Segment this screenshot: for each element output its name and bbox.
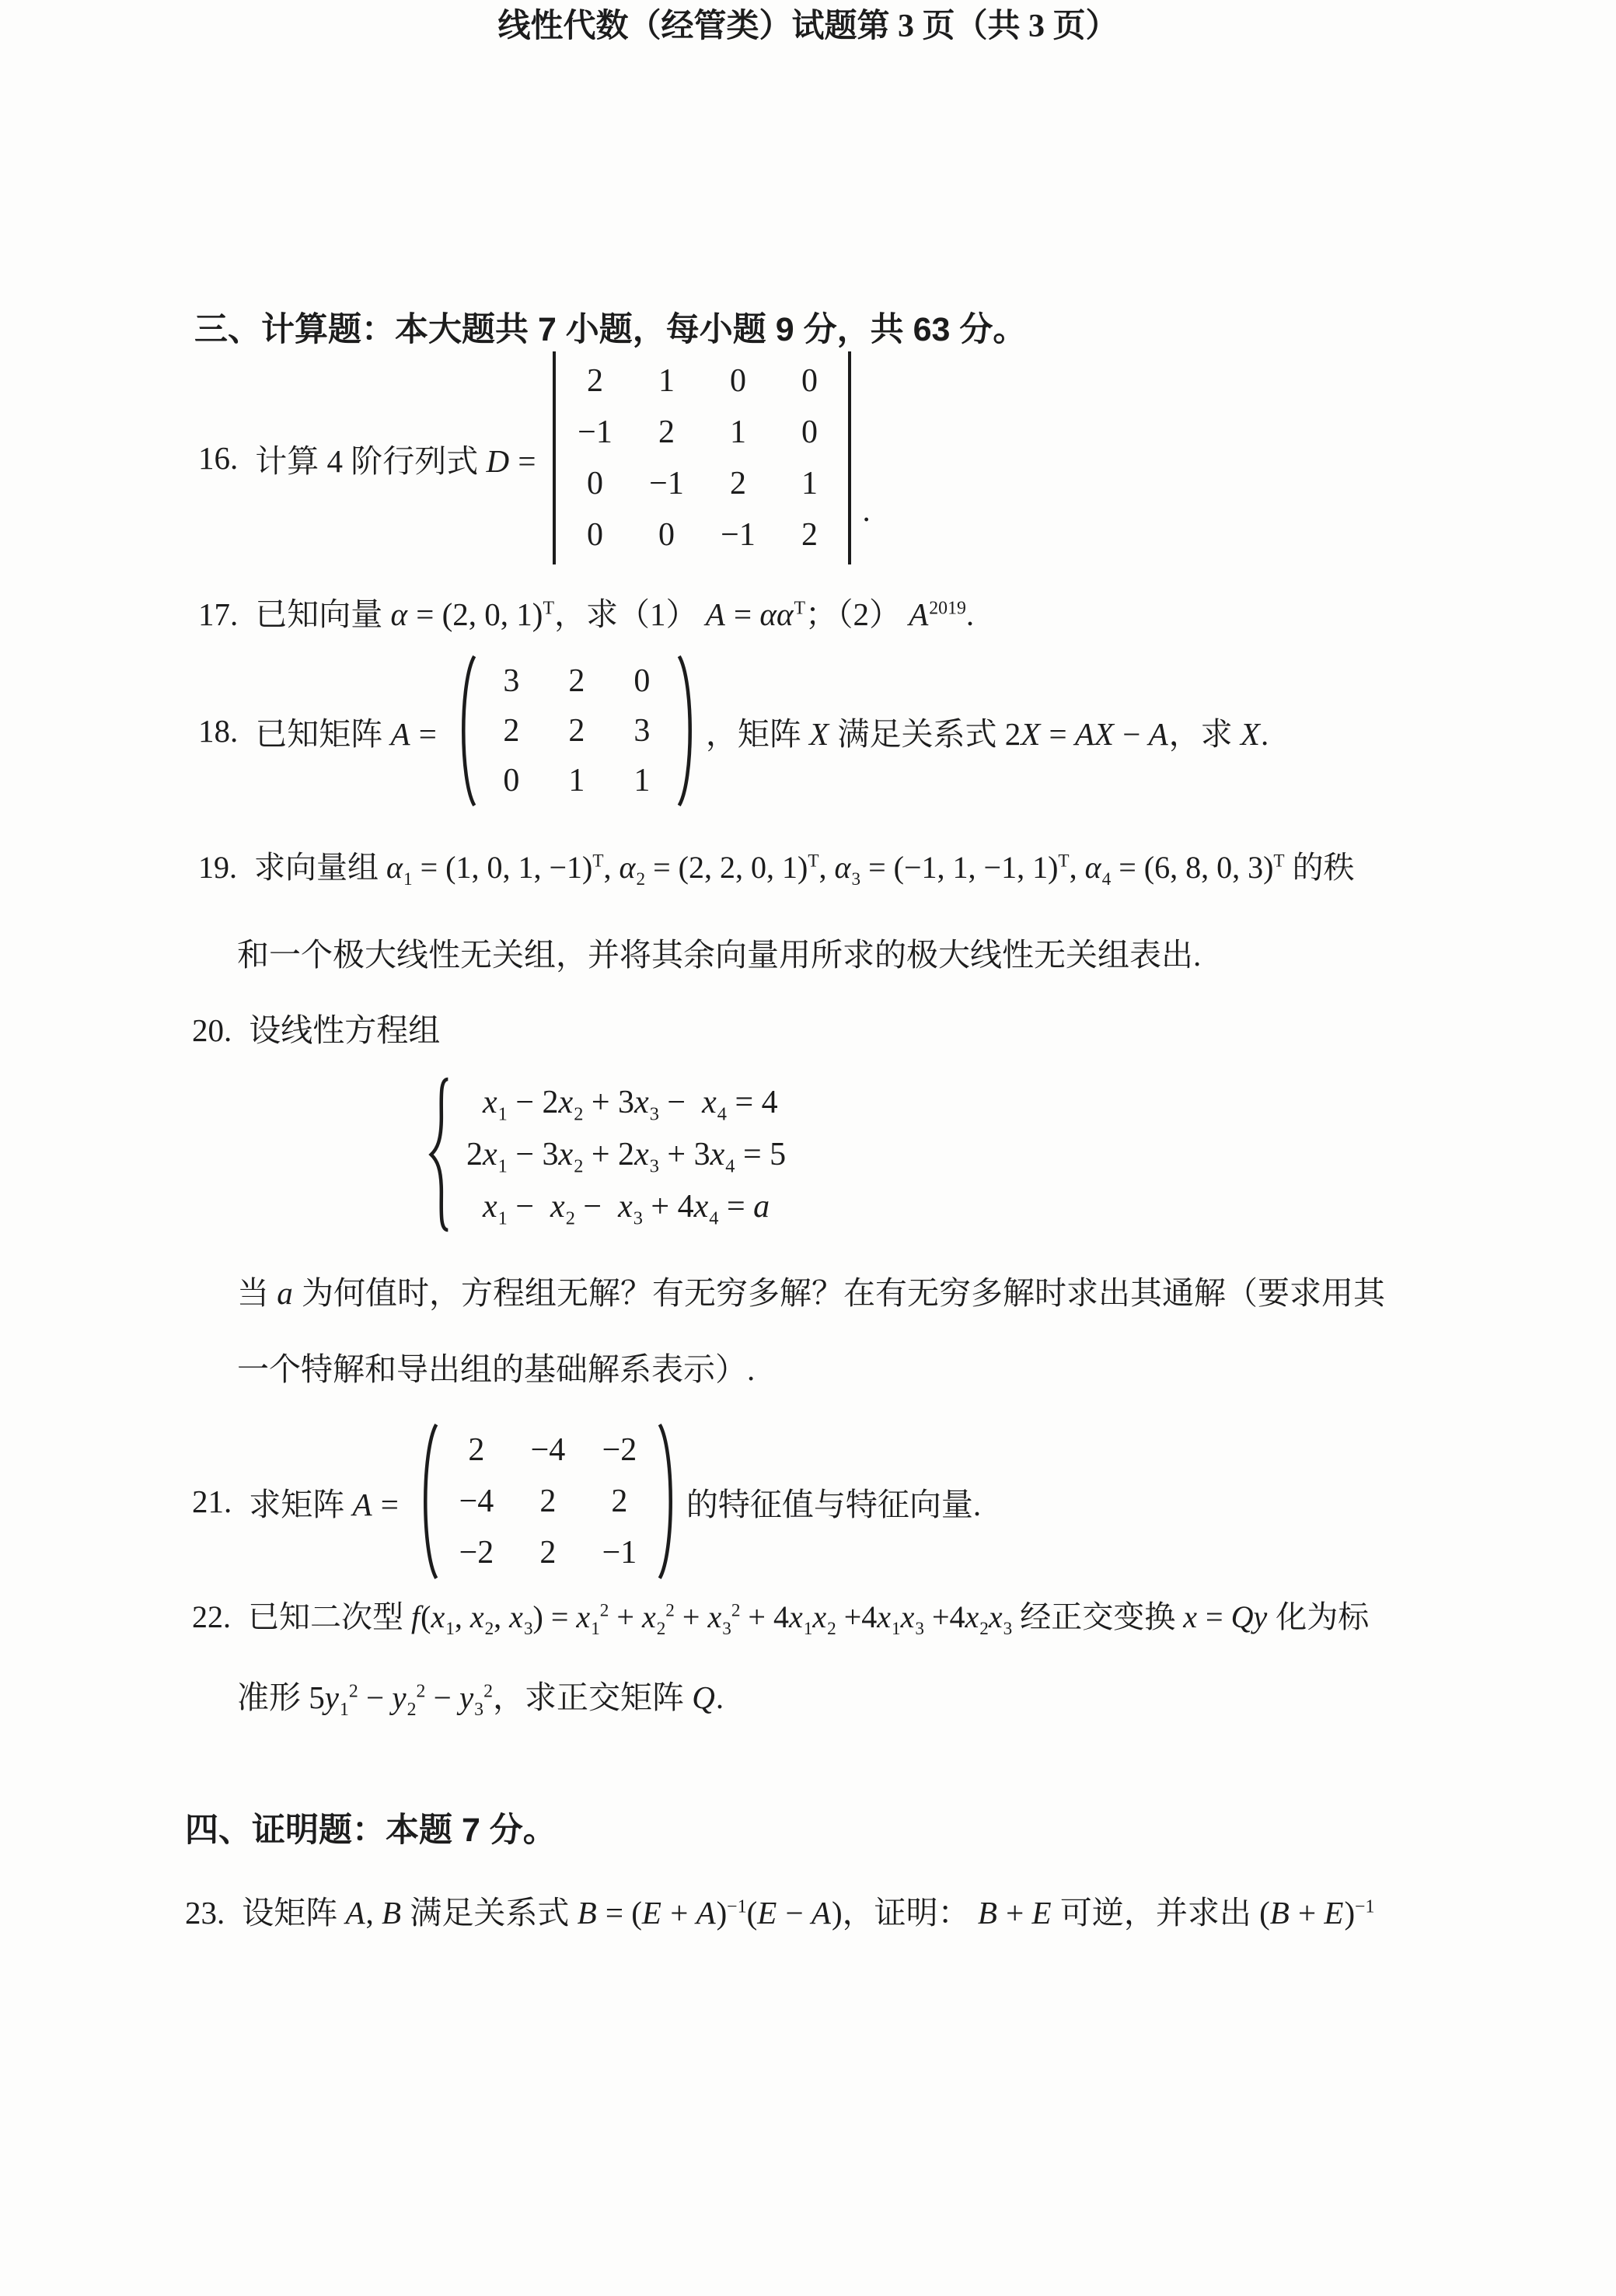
question-text: 和一个极大线性无关组，并将其余向量用所求的极大线性无关组表出. [237, 937, 1202, 973]
matrix-cell: 1 [633, 763, 651, 799]
matrix-cell: 2 [503, 713, 520, 749]
matrix-cell: −1 [721, 517, 756, 553]
matrix-cell: 0 [801, 363, 818, 399]
matrix-cell: 2 [568, 663, 585, 699]
matrix-cell: 1 [658, 363, 675, 399]
matrix-cell: 2 [729, 466, 746, 501]
question-text: 一个特解和导出组的基础解系表示）. [237, 1351, 756, 1387]
page-footer: 线性代数（经管类）试题第 3 页（共 3 页） [497, 9, 1119, 44]
question-20-label [192, 1008, 440, 1053]
question-text: 已知二次型 $f(x_1$, $x_2$, $x_3) = x_1^2 + x_2^2 + x_3^2 + 4x_1x_2 +4x_1x_3 +4x_2x_3$ 经正交变换 x = Qy 化为标 [248, 1599, 1370, 1639]
question-number: 20. [192, 1012, 232, 1048]
matrix-cell: 2 [539, 1483, 557, 1519]
matrix-cell: 2 [801, 517, 818, 553]
matrix-cell: −1 [578, 414, 613, 450]
question-22-continuation [237, 1676, 724, 1720]
sentence-period: . [862, 492, 871, 528]
matrix [455, 653, 698, 809]
question-number: 22. [192, 1599, 231, 1634]
question-23 [185, 1891, 1374, 1935]
matrix-cell: 2 [539, 1535, 557, 1571]
matrix-cell: 3 [633, 713, 651, 749]
question-19 [198, 846, 1355, 889]
matrix-paren-left [455, 653, 477, 809]
matrix-cell: 1 [801, 466, 818, 501]
question-text: 准形 $5y_1^2 - y_2^2 - y_3^2$，求正交矩阵 Q. [237, 1679, 724, 1721]
question-number: 16. [198, 440, 239, 476]
question-18 [198, 653, 1269, 809]
matrix-cell: 0 [586, 466, 603, 501]
equation-line: $x_1 - 2x_2 + 3x_3 - x_4 = 4$ [483, 1085, 778, 1125]
determinant [553, 351, 851, 564]
matrix-cell: −4 [530, 1432, 566, 1468]
matrix-grid [439, 1421, 657, 1581]
matrix [417, 1421, 679, 1581]
matrix-cell: 3 [503, 663, 520, 699]
equation-line: $x_1 - x_2 - x_3 + 4x_4 = a$ [483, 1188, 770, 1229]
question-20-text-1 [237, 1271, 1385, 1316]
matrix-cell: 0 [801, 414, 818, 450]
question-text: 求矩阵 A = [249, 1486, 399, 1522]
question-text: 求向量组 $\alpha_1 = (1$, 0, 1, −1)$^T$, $\alpha_2 = (2$, 2, 0, 1)$^T$, $\alpha_3 = (-1$, 1, −1, 1)$^T$, $\alpha_4 = (6$, 8, 0, 3)$^T$ 的秩 [254, 850, 1355, 889]
question-text: 当 a 为何值时，方程组无解？有无穷多解？在有无穷多解时求出其通解（要求用其 [237, 1275, 1385, 1311]
question-number: 23. [185, 1895, 225, 1931]
section-4-header: 四、证明题：本题 7 分。 [185, 1812, 557, 1849]
matrix-grid [477, 653, 676, 809]
matrix-cell: 2 [586, 363, 603, 399]
section-3-header: 三、计算题：本大题共 7 小题，每小题 9 分，共 63 分。 [194, 311, 1027, 348]
matrix-cell: 0 [658, 517, 675, 553]
matrix-cell: 0 [586, 517, 603, 553]
matrix-grid [556, 351, 848, 564]
question-20-text-2 [237, 1347, 755, 1392]
system-brace [426, 1077, 452, 1232]
matrix-cell: −2 [459, 1535, 494, 1571]
question-text: 计算 4 阶行列式 D = [255, 442, 536, 479]
matrix-cell: 0 [633, 663, 651, 699]
equation-line: $2x_1 - 3x_2 + 2x_3 + 3x_4 = 5$ [466, 1136, 787, 1177]
matrix-cell: −2 [602, 1432, 637, 1468]
question-text: 已知向量 α = (2, 0, 1)$^T$，求（1） $A = \alpha\alpha^T$；（2） $A^{2019}$. [255, 596, 975, 632]
question-text: 设线性方程组 [249, 1012, 441, 1048]
question-19-continuation [237, 933, 1201, 977]
question-text: 已知矩阵 A = [255, 715, 437, 752]
question-text: 的特征值与特征向量. [686, 1486, 982, 1522]
matrix-cell: 2 [658, 414, 675, 450]
question-number: 17. [198, 596, 239, 632]
question-21 [192, 1421, 981, 1581]
question-number: 19. [198, 850, 237, 885]
question-22 [192, 1595, 1369, 1639]
matrix-paren-right [676, 653, 698, 809]
matrix-cell: −1 [602, 1535, 637, 1571]
question-17 [198, 592, 974, 637]
question-number: 21. [192, 1483, 232, 1519]
question-number: 18. [198, 713, 239, 749]
equation-list [466, 1077, 786, 1232]
question-text: ，矩阵 X 满足关系式 2X = AX − A，求 X. [705, 715, 1269, 752]
equation-system [426, 1077, 786, 1232]
matrix-cell: 2 [611, 1483, 628, 1519]
matrix-paren-left [417, 1421, 439, 1581]
question-text: 设矩阵 A, B 满足关系式 $B = (E + A)^{-1}(E - A)$，证明： B + E 可逆，并求出 $(B + E)^{-1}$ [242, 1895, 1375, 1931]
matrix-cell: 0 [503, 763, 520, 799]
determinant-bar-right [848, 351, 851, 564]
question-16 [198, 351, 871, 564]
matrix-cell: 1 [568, 763, 585, 799]
matrix-cell: 1 [729, 414, 746, 450]
matrix-cell: 0 [729, 363, 746, 399]
matrix-paren-right [657, 1421, 679, 1581]
matrix-cell: −1 [649, 466, 684, 501]
matrix-cell: −4 [459, 1483, 494, 1519]
matrix-cell: 2 [568, 713, 585, 749]
matrix-cell: 2 [468, 1432, 485, 1468]
